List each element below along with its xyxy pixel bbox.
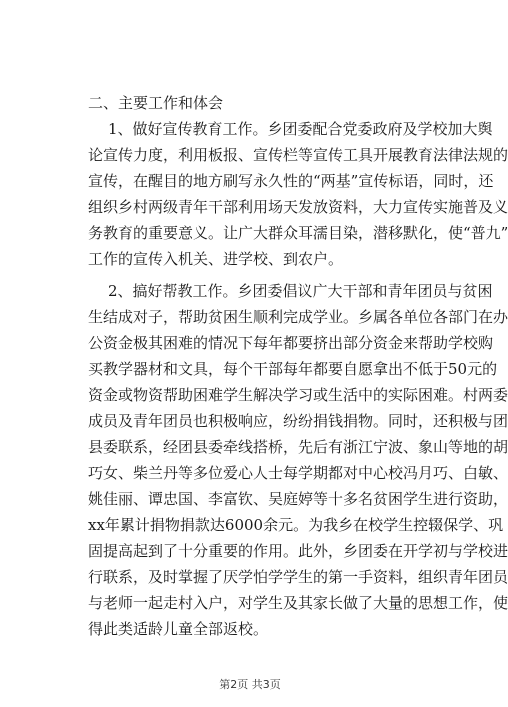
section-heading: 二、主要工作和体会 xyxy=(88,94,224,112)
paragraph-line: 县委联系，经团县委牵线搭桥，先后有浙江宁波、象山等地的胡 xyxy=(88,438,508,456)
paragraph-line: 1、做好宣传教育工作。乡团委配合党委政府及学校加大舆 xyxy=(108,120,493,138)
paragraph-line: 论宣传力度，利用板报、宣传栏等宣传工具开展教育法律法规的 xyxy=(88,146,508,164)
page-number-footer: 第2页 共3页 xyxy=(219,678,281,691)
paragraph-line: 行联系，及时掌握了厌学怕学学生的第一手资料，组织青年团员 xyxy=(88,568,508,586)
paragraph-line: 宣传，在醒目的地方刷写永久性的“两基”宣传标语，同时，还 xyxy=(88,172,494,190)
paragraph-line: 固提高起到了十分重要的作用。此外，乡团委在开学初与学校进 xyxy=(88,542,508,560)
paragraph-line: 务教育的重要意义。让广大群众耳濡目染，潜移默化，使“普九” xyxy=(88,224,508,242)
paragraph-line: 组织乡村两级青年干部利用场天发放资料，大力宣传实施普及义 xyxy=(88,198,508,216)
paragraph-line: xx年累计捐物捐款达6000余元。为我乡在校学生控辍保学、巩 xyxy=(88,516,504,534)
paragraph-line: 成员及青年团员也积极响应，纷纷捐钱捐物。同时，还积极与团 xyxy=(88,412,508,430)
paragraph-line: 2、搞好帮教工作。乡团委倡议广大干部和青年团员与贫困 xyxy=(108,282,493,300)
paragraph-line: 买教学器材和文具，每个干部每年都要自愿拿出不低于50元的 xyxy=(88,360,498,378)
paragraph-line: 姚佳丽、谭忠国、李富钦、吴庭婷等十多名贫困学生进行资助， xyxy=(88,490,508,508)
paragraph-line: 得此类适龄儿童全部返校。 xyxy=(88,620,269,638)
paragraph-line: 公资金极其困难的情况下每年都要挤出部分资金来帮助学校购 xyxy=(88,334,494,352)
paragraph-line: 资金或物资帮助困难学生解决学习或生活中的实际困难。村两委 xyxy=(88,386,508,404)
paragraph-line: 巧女、柴兰丹等多位爱心人士每学期都对中心校冯月巧、白敏、 xyxy=(88,464,508,482)
paragraph-line: 与老师一起走村入户，对学生及其家长做了大量的思想工作，使 xyxy=(88,594,508,612)
paragraph-line: 工作的宣传入机关、进学校、到农户。 xyxy=(88,250,344,268)
paragraph-line: 生结成对子，帮助贫困生顺利完成学业。乡属各单位各部门在办 xyxy=(88,308,508,326)
